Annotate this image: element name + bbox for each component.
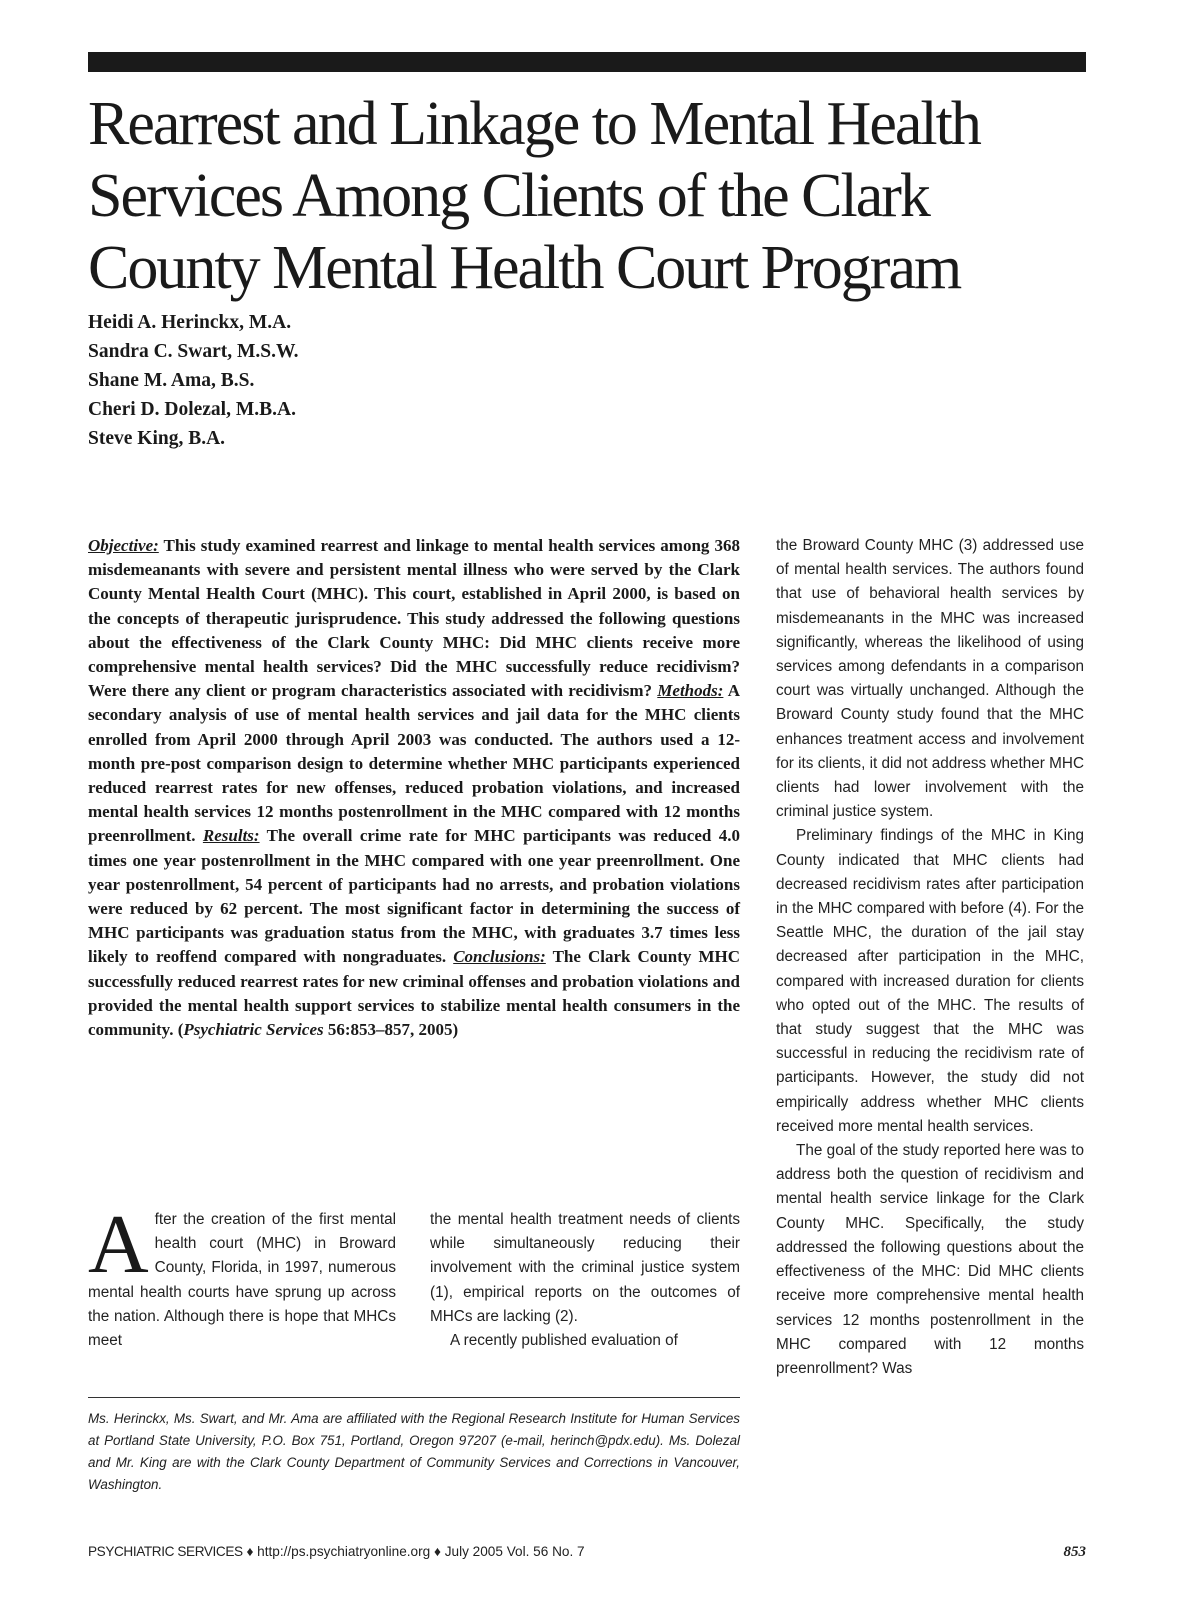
abstract-objective: This study examined rearrest and linkage to mental health services among 368 misdemeanants with severe and persistent mental illness who were served by the Clark County Mental Health Court (MHC). This court, established in April 2000, is based on the concepts of therapeutic jurisprudence. This study addressed the following questions about the effectiveness of the Clark County MHC: Did MHC clients receive more comprehensive mental health services? Did the MHC successfully reduce recidivism? Were there any client or program characteristics associated with recidivism?	[88, 536, 740, 701]
footer-volume: Vol. 56	[506, 1544, 549, 1559]
abstract-methods: A secondary analysis of use of mental health services and jail data for the MHC clients enrolled from April 2000 through April 2003 was conducted. The authors used a 12-month pre-post comparison design to determine whether MHC participants experienced reduced rearrest rates for new offenses, reduced probation violations, and increased mental health services 12 months postenrollment in the MHC compared with 12 months preenrollment.	[88, 681, 740, 846]
body-paragraph: The goal of the study reported here was to address both the question of recidivism and mental health service linkage for the Clark County MHC. Specifically, the study addressed the following questions about the effectiveness of the MHC: Did MHC clients receive more comprehensive mental health services 12 months postenrollment in the MHC compared with 12 months preenrollment? Was	[776, 1142, 1084, 1377]
page-footer	[88, 1540, 1086, 1564]
body-paragraph: Preliminary findings of the MHC in King County indicated that MHC clients had decreased recidivism rates after participation in the MHC compared with before (4). For the Seattle MHC, the duration of the jail stay decreased after participation in the MHC, compared with increased duration for clients who opted out of the MHC. The results of that study suggest that the MHC was successful in reducing the recidivism rate of participants. However, the study did not empirically address whether MHC clients received more mental health services.	[776, 827, 1084, 1135]
body-column-3	[776, 534, 1084, 1381]
author-name: Shane M. Ama, B.S.	[88, 370, 255, 391]
footnote-rule	[88, 1397, 740, 1398]
author-name: Steve King, B.A.	[88, 428, 226, 449]
abstract-results-label: Results:	[202, 826, 260, 846]
body-column-1	[88, 1198, 396, 1353]
author-name: Sandra C. Swart, M.S.W.	[88, 341, 299, 362]
abstract-objective-label: Objective:	[88, 536, 159, 555]
citation-details: 56:853–857, 2005)	[323, 1020, 459, 1040]
abstract-conclusions: The Clark County MHC successfully reduced rearrest rates for new criminal offenses and probation violations and provided the mental health support services to stabilize mental health consumers in the community. (	[88, 947, 740, 1040]
header-rule	[88, 52, 1086, 72]
drop-cap: A	[88, 1198, 149, 1291]
diamond-separator-icon: ♦	[434, 1544, 441, 1559]
abstract-conclusions-label: Conclusions:	[453, 947, 546, 967]
author-affiliation-footnote: Ms. Herinckx, Ms. Swart, and Mr. Ama are affiliated with the Regional Research Institute for Human Services at Portland State University, P.O. Box 751, Portland, Oregon 97207 (e-mail, herinch@pdx.edu). Ms. Dolezal and Mr. King are with the Clark County Department of Community Services and Corrections in Vancouver, Washington.	[88, 1411, 740, 1492]
abstract-methods-label: Methods:	[657, 681, 724, 701]
body-paragraph: A recently published evaluation of	[450, 1332, 678, 1350]
diamond-separator-icon: ♦	[246, 1544, 254, 1559]
citation-journal: Psychiatric Services	[183, 1020, 324, 1040]
body-paragraph: the mental health treatment needs of clients while simultaneously reducing their involvement with the criminal justice system (1), empirical reports on the outcomes of MHCs are lacking (2).	[430, 1211, 740, 1325]
footer-issue: No. 7	[552, 1544, 585, 1559]
body-column-2	[430, 1208, 740, 1353]
body-paragraph: the Broward County MHC (3) addressed use of mental health services. The authors found that use of behavioral health services by misdemeanants in the MHC was increased significantly, whereas the likelihood of using services among defendants in a comparison court was virtually unchanged. Although the Broward County study found that the MHC enhances treatment access and involvement for its clients, it did not address whether MHC clients had lower involvement with the criminal justice system.	[776, 537, 1084, 821]
article-title: Rearrest and Linkage to Mental Health Services Among Clients of the Clark County Mental Health Court Program	[88, 90, 980, 302]
footer-url[interactable]: http://ps.psychiatryonline.org	[257, 1544, 431, 1559]
author-list	[88, 308, 299, 453]
page-number: 853	[1063, 1544, 1086, 1560]
footer-journal-name: PSYCHIATRIC SERVICES	[88, 1544, 243, 1559]
author-name: Cheri D. Dolezal, M.B.A.	[88, 399, 296, 420]
abstract-results: The overall crime rate for MHC participants was reduced 4.0 times one year postenrollment in the MHC compared with one year preenrollment. One year postenrollment, 54 percent of participants had no arrests, and probation violations were reduced by 62 percent. The most significant factor in determining the success of MHC participants was graduation status from the MHC, with graduates 3.7 times less likely to reoffend compared with nongraduates.	[88, 826, 740, 967]
abstract	[88, 534, 740, 1042]
footer-date: July 2005	[444, 1544, 503, 1559]
body-paragraph: fter the creation of the first mental health court (MHC) in Broward County, Florida, in 1997, numerous mental health courts have sprung up across the nation. Although there is hope that MHCs meet	[88, 1211, 396, 1350]
author-name: Heidi A. Herinckx, M.A.	[88, 312, 292, 333]
